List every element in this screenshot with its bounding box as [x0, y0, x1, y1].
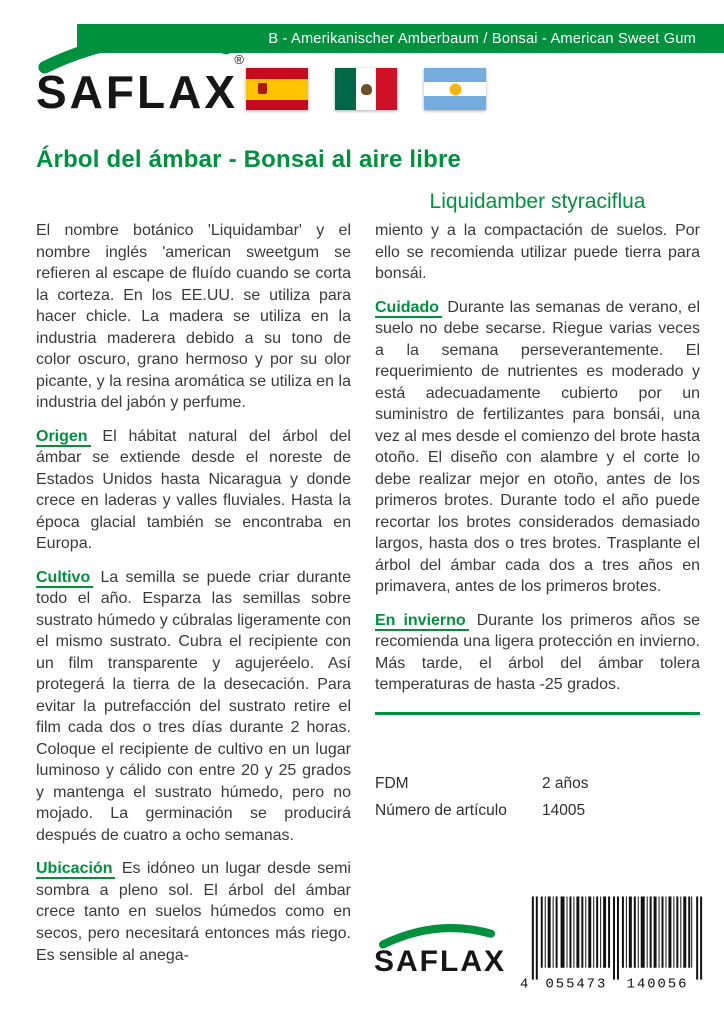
section-heading-cuidado: Cuidado	[375, 299, 442, 318]
detail-value-article: 14005	[542, 801, 586, 819]
detail-label-fdm: FDM	[375, 774, 409, 792]
section-origen	[36, 426, 351, 555]
divider-line	[375, 712, 700, 715]
detail-value-fdm: 2 años	[542, 774, 589, 792]
barcode	[518, 896, 712, 990]
barcode-bars-icon	[518, 896, 712, 990]
section-text-cultivo: La semilla se puede criar durante todo el año. Esparza las semillas sobre sustrato húmedo y cúbralas ligeramente con el mismo sustrato. Cubra el recipiente con un film transparente y agujeréelo. Así protegerá la tierra de la desecación. Para evitar la putrefacción del sustrato retire el film cada dos o tres días durante 2 horas. Coloque el recipiente de cultivo en un lugar luminoso y cálido con entre 20 y 25 grados y mantenga el sustrato húmedo, pero no mojado. La germinación se producirá después de cuatro a ocho semanas.	[36, 568, 352, 844]
mexico-flag-stripe	[376, 68, 397, 110]
spain-flag-stripe	[246, 79, 308, 100]
argentina-flag-stripe	[424, 82, 486, 96]
section-text-invierno: Durante los primeros años se recomienda una ligera protección en invierno. Más tarde, el árbol del ámbar tolera temperaturas de hasta -25 grados.	[375, 611, 701, 694]
section-invierno	[375, 610, 700, 696]
section-text-origen: El hábitat natural del árbol del ámbar se extiende desde el noreste de Estados Unidos hasta Nicaragua y donde crece en laderas y valles fluviales. Hasta la época glacial también se encontraba en Europa.	[36, 427, 351, 553]
section-cuidado	[375, 297, 700, 598]
argentina-flag-icon	[424, 68, 486, 110]
body-columns	[36, 190, 700, 978]
intro-paragraph: El nombre botánico 'Liquidambar' y el nombre inglés 'american sweetgum se refieren al escape de fluído cuando se corta la corteza. En los EE.UU. se utiliza para hacer chicle. La madera se utiliza en la industria maderera debido a su tono de color oscuro, grano hermoso y por su olor picante, y la resina aromática se utiliza en la industria del jabón y perfume.	[36, 222, 351, 412]
footer-logo-text: SAFLAX	[374, 945, 506, 978]
argentina-flag-stripe	[424, 68, 486, 82]
mexico-eagle-icon	[361, 84, 372, 95]
saflax-logo	[36, 30, 244, 122]
right-column	[375, 190, 700, 978]
section-heading-invierno: En invierno	[375, 612, 469, 631]
flags-row	[246, 68, 486, 110]
argentina-flag-stripe	[424, 96, 486, 110]
mexico-flag-stripe	[335, 68, 356, 110]
continuation-paragraph: miento y a la compactación de suelos. Por ello se recomienda utilizar puede tierra para bonsái.	[375, 222, 700, 283]
section-text-cuidado: Durante las semanas de verano, el suelo no debe secarse. Riegue varias veces a la semana perseverantemente. El requerimiento de nutrientes es moderado y está adecuadamente cubierto por un suministro de fertilizantes para bonsái, una vez al mes desde el comienzo del brote hasta otoño. El diseño con alambre y el corte lo debe realizar mejor en otoño, antes de los primeros brotes. Durante todo el año puede recortar los brotes considerados demasiado largos, hasta dos o tres brotes. Trasplante el árbol del ámbar cada dos a tres años en primavera, antes de los primeros brotes.	[375, 298, 701, 596]
saflax-footer-logo	[374, 922, 506, 977]
left-column	[36, 190, 351, 978]
section-ubicacion	[36, 858, 351, 966]
spain-coat-of-arms-icon	[258, 81, 267, 94]
section-cultivo	[36, 567, 351, 847]
mexico-flag-icon	[335, 68, 397, 110]
barcode-digits-right: 140056	[626, 976, 689, 990]
section-heading-ubicacion: Ubicación	[36, 860, 115, 879]
page-title: Árbol del ámbar - Bonsai al aire libre	[36, 146, 462, 173]
detail-label-article: Número de artículo	[375, 801, 507, 819]
section-heading-origen: Origen	[36, 428, 91, 447]
section-heading-cultivo: Cultivo	[36, 569, 93, 588]
spain-flag-icon	[246, 68, 308, 110]
spain-flag-stripe	[246, 100, 308, 111]
spain-flag-stripe	[246, 68, 308, 79]
botanical-name: Liquidamber styraciflua	[429, 190, 646, 213]
mexico-flag-stripe	[356, 68, 377, 110]
section-text-ubicacion: Es idóneo un lugar desde semi sombra a pleno sol. El árbol del ámbar crece tanto en suelos húmedos como en secos, pero necesitará entonces más riego. Es sensible al anega-	[36, 860, 351, 964]
argentina-sun-icon	[450, 84, 461, 95]
saflax-logo-text: SAFLAX	[36, 66, 238, 118]
barcode-digits-left: 055473	[545, 976, 608, 990]
barcode-digit-prefix: 4	[519, 976, 531, 990]
header-bar-text: B - Amerikanischer Amberbaum / Bonsai - American Sweet Gum	[268, 30, 696, 47]
registered-trademark: ®	[234, 52, 244, 67]
details-table	[375, 775, 700, 820]
